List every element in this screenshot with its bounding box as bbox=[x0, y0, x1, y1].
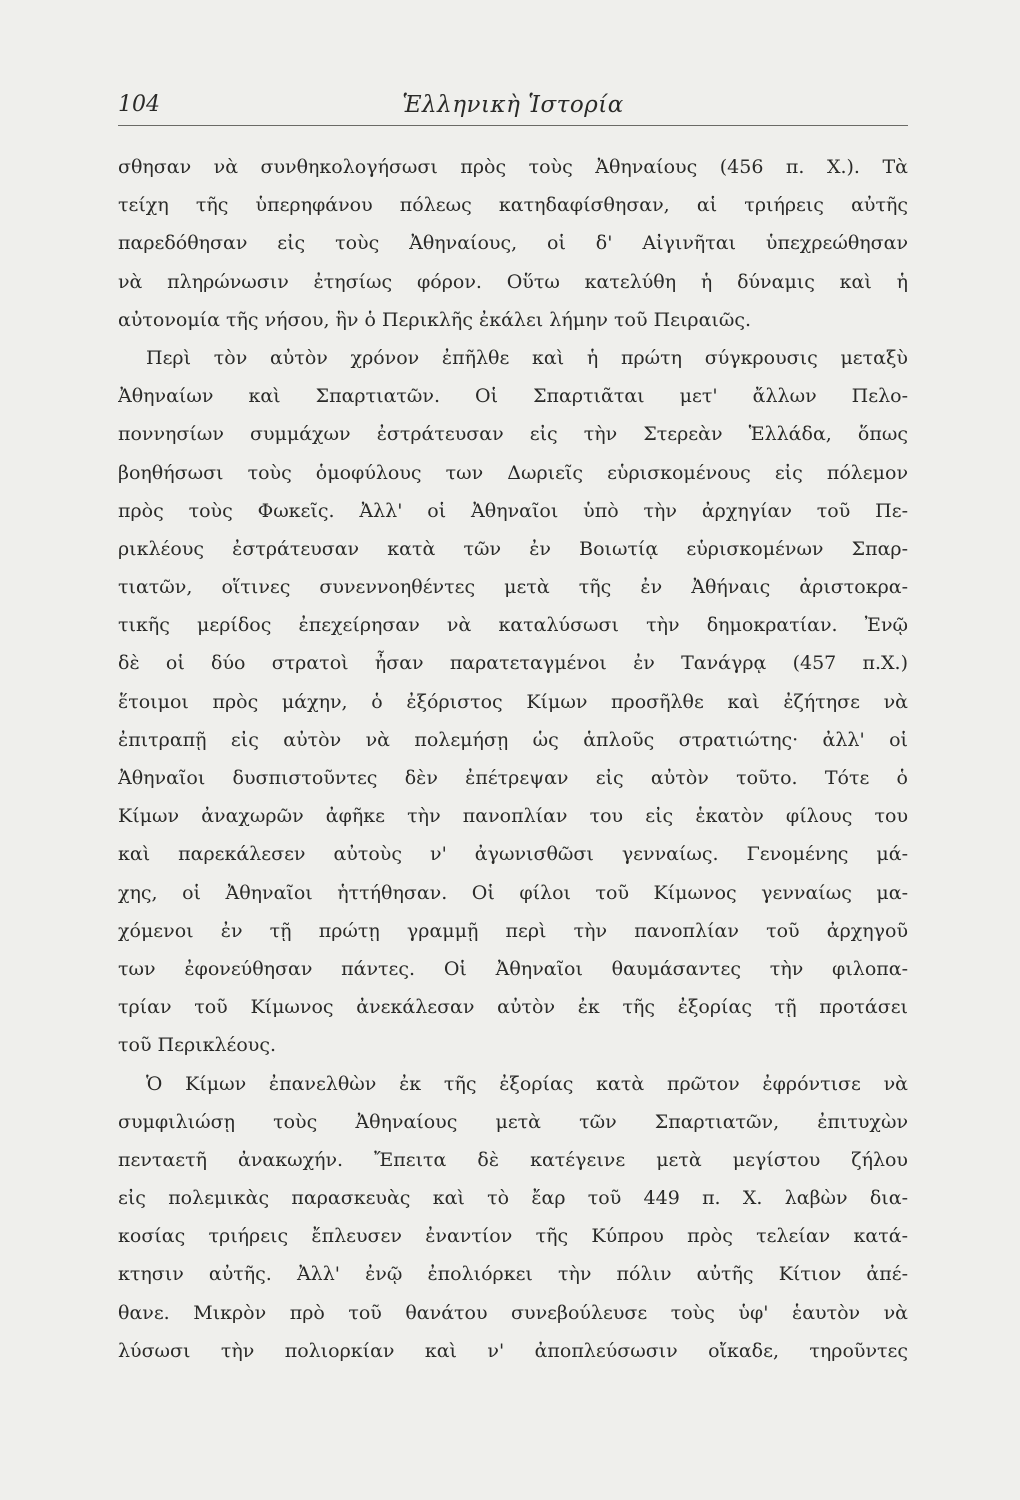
text-line: τοῦ Περικλέους. bbox=[118, 1034, 277, 1057]
text-line: τρίαν τοῦ Κίμωνος ἀνεκάλεσαν αὐτὸν ἐκ τῆς ἐξορίας τῇ προτάσει bbox=[118, 996, 908, 1019]
header-rule bbox=[118, 125, 908, 126]
text-line: σθησαν νὰ συνθηκολογήσωσι πρὸς τοὺς Ἀθηναίους (456 π. Χ.). Τὰ bbox=[118, 156, 908, 178]
text-line: πρὸς τοὺς Φωκεῖς. Ἀλλ' οἱ Ἀθηναῖοι ὑπὸ τὴν ἀρχηγίαν τοῦ Πε- bbox=[118, 499, 908, 522]
text-line: χόμενοι ἐν τῇ πρώτῃ γραμμῇ περὶ τὴν πανοπλίαν τοῦ ἀρχηγοῦ bbox=[118, 919, 908, 942]
text-line: Ἀθηναῖοι δυσπιστοῦντες δὲν ἐπέτρεψαν εἰς αὐτὸν τοῦτο. Τότε ὁ bbox=[118, 767, 908, 789]
body-text bbox=[118, 148, 908, 1370]
text-line: Ὁ Κίμων ἐπανελθὼν ἐκ τῆς ἐξορίας κατὰ πρῶτον ἐφρόντισε νὰ bbox=[146, 1072, 908, 1095]
text-line: τιατῶν, οἵτινες συνεννοηθέντες μετὰ τῆς ἐν Ἀθήναις ἀριστοκρα- bbox=[118, 576, 908, 599]
text-line: χης, οἱ Ἀθηναῖοι ἡττήθησαν. Οἱ φίλοι τοῦ Κίμωνος γενναίως μα- bbox=[118, 881, 908, 904]
text-line: πενταετῆ ἀνακωχήν. Ἔπειτα δὲ κατέγεινε μετὰ μεγίστου ζήλου bbox=[118, 1148, 908, 1171]
text-line: βοηθήσωσι τοὺς ὁμοφύλους των Δωριεῖς εὑρισκομένους εἰς πόλεμον bbox=[118, 461, 908, 484]
text-line: καὶ παρεκάλεσεν αὐτοὺς ν' ἀγωνισθῶσι γενναίως. Γενομένης μά- bbox=[118, 843, 908, 866]
text-line: τικῆς μερίδος ἐπεχείρησαν νὰ καταλύσωσι τὴν δημοκρατίαν. Ἐνῷ bbox=[118, 614, 908, 637]
text-line: συμφιλιώσῃ τοὺς Ἀθηναίους μετὰ τῶν Σπαρτιατῶν, ἐπιτυχὼν bbox=[118, 1110, 908, 1133]
text-line: ἐπιτραπῇ εἰς αὐτὸν νὰ πολεμήσῃ ὡς ἁπλοῦς στρατιώτης· ἀλλ' οἱ bbox=[118, 728, 908, 751]
text-line: κοσίας τριήρεις ἔπλευσεν ἐναντίον τῆς Κύπρου πρὸς τελείαν κατά- bbox=[118, 1225, 908, 1248]
text-line: ποννησίων συμμάχων ἐστράτευσαν εἰς τὴν Στερεὰν Ἑλλάδα, ὅπως bbox=[118, 423, 908, 446]
text-line: λύσωσι τὴν πολιορκίαν καὶ ν' ἀποπλεύσωσιν οἴκαδε, τηροῦντες bbox=[118, 1339, 908, 1362]
page-header bbox=[118, 92, 908, 126]
text-line: εἰς πολεμικὰς παρασκευὰς καὶ τὸ ἔαρ τοῦ 449 π. Χ. λαβὼν δια- bbox=[118, 1187, 908, 1210]
text-line: των ἐφονεύθησαν πάντες. Οἱ Ἀθηναῖοι θαυμάσαντες τὴν φιλοπα- bbox=[118, 957, 908, 980]
text-line: ἕτοιμοι πρὸς μάχην, ὁ ἐξόριστος Κίμων προσῆλθε καὶ ἐζήτησε νὰ bbox=[118, 690, 908, 713]
text-line: τείχη τῆς ὑπερηφάνου πόλεως κατηδαφίσθησαν, αἱ τριήρεις αὐτῆς bbox=[118, 194, 908, 217]
text-line: παρεδόθησαν εἰς τοὺς Ἀθηναίους, οἱ δ' Αἰγινῆται ὑπεχρεώθησαν bbox=[118, 232, 908, 255]
text-line: θανε. Μικρὸν πρὸ τοῦ θανάτου συνεβούλευσε τοὺς ὑφ' ἑαυτὸν νὰ bbox=[118, 1301, 908, 1324]
text-line: Περὶ τὸν αὐτὸν χρόνον ἐπῆλθε καὶ ἡ πρώτη σύγκρουσις μεταξὺ bbox=[146, 346, 908, 369]
running-title: Ἑλληνικὴ Ἱστορία bbox=[402, 92, 624, 118]
page-number: 104 bbox=[118, 92, 160, 117]
text-line: δὲ οἱ δύο στρατοὶ ἦσαν παρατεταγμένοι ἐν Τανάγρᾳ (457 π.Χ.) bbox=[118, 652, 908, 675]
text-line: νὰ πληρώνωσιν ἐτησίως φόρον. Οὕτω κατελύθη ἡ δύναμις καὶ ἡ bbox=[118, 270, 908, 293]
text-line: κτησιν αὐτῆς. Ἀλλ' ἐνῷ ἐπολιόρκει τὴν πόλιν αὐτῆς Κίτιον ἀπέ- bbox=[118, 1263, 908, 1286]
text-line: αὐτονομία τῆς νήσου, ἣν ὁ Περικλῆς ἐκάλει λήμην τοῦ Πειραιῶς. bbox=[118, 308, 752, 331]
text-line: Ἀθηναίων καὶ Σπαρτιατῶν. Οἱ Σπαρτιᾶται μετ' ἄλλων Πελο- bbox=[118, 385, 908, 408]
text-line: ρικλέους ἐστράτευσαν κατὰ τῶν ἐν Βοιωτίᾳ εὑρισκομένων Σπαρ- bbox=[118, 537, 908, 560]
text-line: Κίμων ἀναχωρῶν ἀφῆκε τὴν πανοπλίαν του εἰς ἑκατὸν φίλους του bbox=[118, 805, 908, 828]
